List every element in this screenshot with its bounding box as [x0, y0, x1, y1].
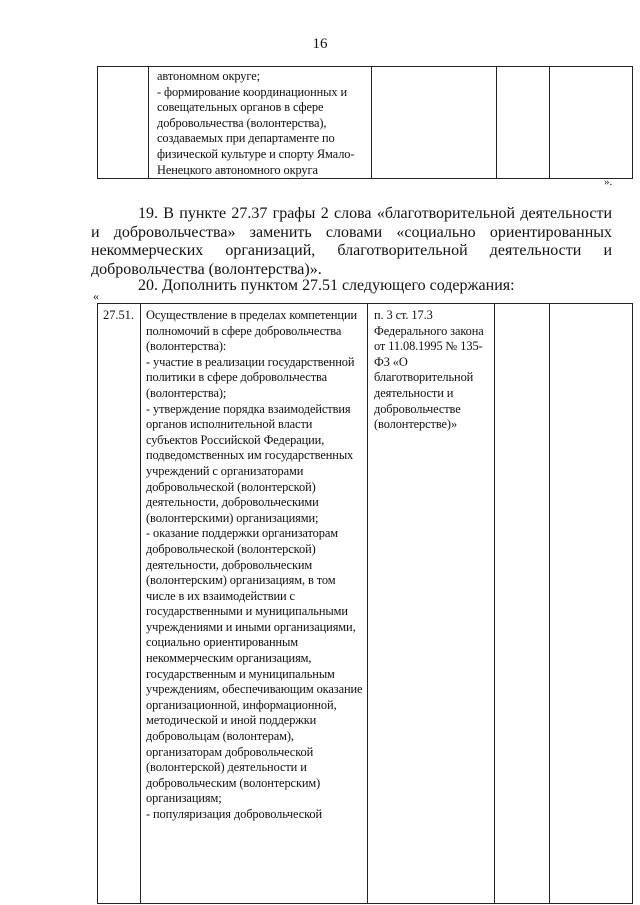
opening-quote-mark: « — [93, 289, 99, 303]
table-cell-number — [98, 304, 141, 904]
page-number: 16 — [312, 36, 328, 52]
authority-text: автономном округе; - формирование координационных и совещательных органов в сфере добровольчества (волонтерства), создаваемых при департаменте по физической культуре и спорту Ямало-Ненецкого автономного округа — [157, 69, 355, 177]
top-table-continuation — [97, 66, 633, 179]
table-cell-basis — [372, 67, 497, 179]
table-cell-basis — [368, 304, 495, 904]
closing-quote-mark: ». — [604, 176, 613, 188]
table-cell-col4 — [497, 67, 550, 179]
legal-basis-text: п. 3 ст. 17.3 Федерального закона от 11.08.1995 № 135-ФЗ «О благотворительной деятельности и добровольчестве (волонтерстве)» — [374, 308, 484, 432]
item-number: 27.51. — [103, 308, 134, 322]
table-cell-number — [98, 67, 149, 179]
paragraph-19: 19. В пункте 27.37 графы 2 слова «благотворительной деятельности и добровольчества» заменить словами «социально ориентированных некоммерческих организаций, благотворительной деятельности и добровольчества (волонтерства)». — [91, 205, 612, 278]
table-cell-authority — [149, 67, 372, 179]
authority-text: Осуществление в пределах компетенции полномочий в сфере добровольчества (волонтерства): - участие в реализации государственной политики в сфере добровольчества (волонтерства); - утверждение порядка взаимодействия органов исполнительной власти субъектов Российской Федерации, подведомственных им государственных учреждений с организаторами добровольческой (волонтерской) деятельности, добровольческими (волонтерскими) организациями; - оказание поддержки организаторам добровольческой (волонтерской) деятельности, добровольческим (волонтерским) организациям, в том числе в их взаимодействии с государственными и муниципальными учреждениями и иными организациями, социально ориентированным некоммерческим организациям, государственным и муниципальным учреждениям, обеспечивающим оказание организационной, информационной, методической и иной поддержки добровольцам (волонтерам), организаторам добровольческой (волонтерской) деятельности и добровольческим (волонтерским) организациям; - популяризация добровольческой — [146, 308, 363, 821]
table-row — [98, 304, 633, 904]
table-row — [98, 67, 633, 179]
table-cell-authority — [141, 304, 368, 904]
table-cell-col5 — [550, 304, 633, 904]
item-27-51-table — [97, 303, 633, 904]
paragraph-20: 20. Дополнить пунктом 27.51 следующего содержания: — [138, 277, 515, 294]
table-cell-col5 — [550, 67, 633, 179]
table-cell-col4 — [495, 304, 550, 904]
